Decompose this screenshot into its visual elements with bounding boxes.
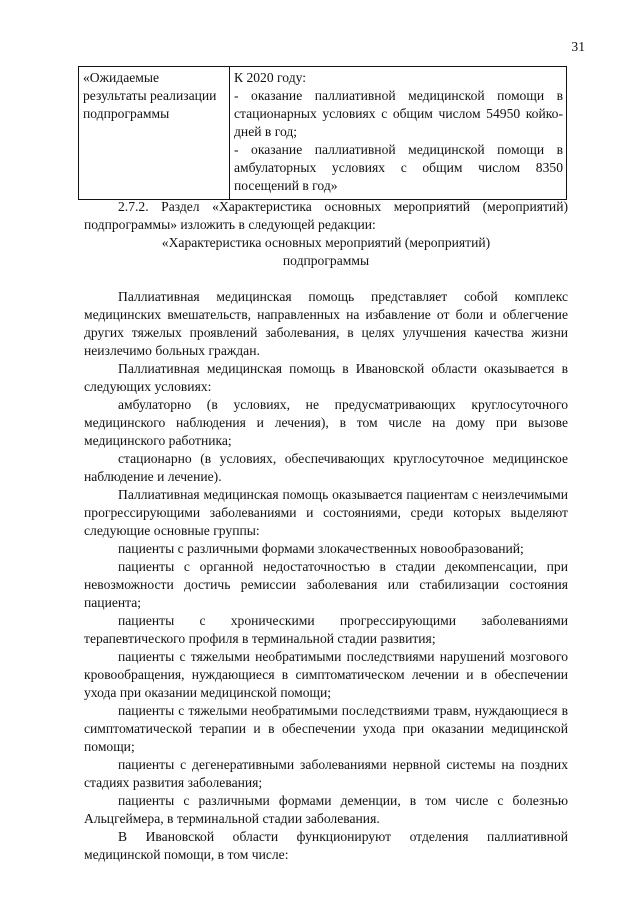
body-paragraph: стационарно (в условиях, обеспечивающих круглосуточное медицинское наблюдение и лечение). [84,451,568,484]
body-paragraph: пациенты с тяжелыми необратимыми последствиями нарушений мозгового кровообращения, нуждающиеся в симптоматическом лечении и в обеспечении ухода при оказании медицинской помощи; [84,649,568,700]
page-number: 31 [571,39,585,54]
body-paragraph: пациенты с различными формами злокачественных новообразований; [118,541,524,556]
body-paragraph: пациенты с тяжелыми необратимыми последствиями травм, нуждающиеся в симптоматической терапии и в обеспечении ухода при оказании медицинской помощи; [84,703,568,754]
section-amendment-block [84,198,568,270]
section-heading: подпрограммы [282,253,370,268]
passport-table [78,66,567,200]
table-label-cell: «Ожидаемые результаты реализации подпрограммы [79,67,230,200]
table-value-line: К 2020 году: [234,70,307,85]
table-value-cell [230,67,567,200]
body-paragraph: пациенты с различными формами деменции, в том числе с болезнью Альцгеймера, в терминальной стадии заболевания. [84,793,568,826]
body-paragraph: Паллиативная медицинская помощь в Ивановской области оказывается в следующих условиях: [84,361,568,394]
body-paragraph: пациенты с хроническими прогрессирующими заболеваниями терапевтического профиля в терминальной стадии развития; [84,613,568,646]
body-text [84,288,568,864]
table-value-line: - оказание паллиативной медицинской помощи в стационарных условиях с общим числом 54950 койко-дней в год; [234,88,563,139]
amendment-paragraph: 2.7.2. Раздел «Характеристика основных мероприятий (мероприятий) подпрограммы» изложить в следующей редакции: [84,199,568,232]
table-value-line: - оказание паллиативной медицинской помощи в амбулаторных условиях с общим числом 8350 посещений в год» [234,142,563,193]
body-paragraph: Паллиативная медицинская помощь представляет собой комплекс медицинских вмешательств, направленных на избавление от боли и облегчение других тяжелых проявлений заболевания, в целях улучшения качества жизни неизлечимо больных граждан. [84,289,568,358]
body-paragraph: пациенты с органной недостаточностью в стадии декомпенсации, при невозможности достичь ремиссии заболевания или стабилизации состояния пациента; [84,559,568,610]
section-heading: «Характеристика основных мероприятий (мероприятий) [161,235,491,250]
body-paragraph: пациенты с дегенеративными заболеваниями нервной системы на поздних стадиях развития заболевания; [84,757,568,790]
table-row [79,67,567,200]
body-paragraph: Паллиативная медицинская помощь оказывается пациентам с неизлечимыми прогрессирующими заболеваниями и состояниями, среди которых выделяют следующие основные группы: [84,487,568,538]
body-paragraph: В Ивановской области функционируют отделения паллиативной медицинской помощи, в том числе: [84,829,568,862]
body-paragraph: амбулаторно (в условиях, не предусматривающих круглосуточного медицинского наблюдения и лечения), в том числе на дому при вызове медицинского работника; [84,397,568,448]
